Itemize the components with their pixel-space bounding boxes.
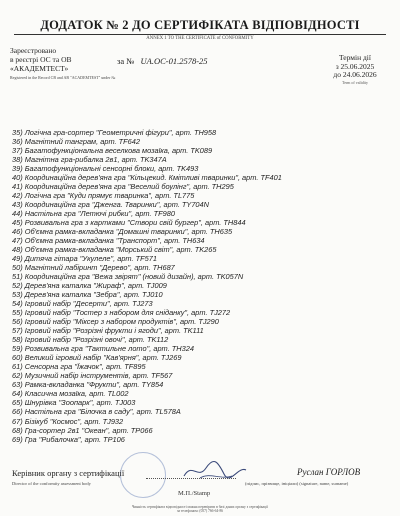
list-item: 52) Дерев'яна каталка "Жираф", арт. TJ009 bbox=[12, 281, 167, 291]
list-item: 38) Магнітна гра-рибалка 2в1, арт. TK347A bbox=[12, 155, 167, 165]
stamp-label: М.П./Stamp bbox=[178, 490, 211, 497]
term-from: з 25.06.2025 bbox=[335, 61, 375, 71]
list-item: 48) Об'ємна рамка-вкладанка "Морський світ", арт. TK265 bbox=[12, 245, 217, 255]
term-to: до 24.06.2026 bbox=[333, 70, 377, 79]
list-item: 39) Багатофункціональні сенсорні блоки, арт. TK493 bbox=[12, 164, 199, 174]
signatory-title-english: Director of the conformity assessment body bbox=[12, 481, 91, 486]
registry-english: Registered in the Record CB and AB "ACADEMTEST" under № bbox=[10, 75, 116, 80]
list-item: 44) Настільна гра "Летючі рибки", арт. TF980 bbox=[12, 209, 175, 219]
list-item: 45) Розвивальна гра з картками "Створи свій бургер", арт. TH844 bbox=[12, 218, 246, 228]
list-item: 46) Об'ємна рамка-вкладанка "Домашні тваринки", арт. TH635 bbox=[12, 227, 233, 237]
list-item: 55) Ігровий набір "Тостер з набором для сніданку", арт. TJ272 bbox=[12, 308, 231, 318]
list-item: 58) Ігровий набір "Розрізні овочі", арт. TK112 bbox=[12, 335, 169, 345]
list-item: 37) Багатофункціональна веселкова мозаїка, арт. TK089 bbox=[12, 146, 213, 156]
footer-line-1: Чинність сертифіката відповідності можна перевірити в базі даних органу з сертифікації bbox=[131, 505, 269, 509]
list-item: 51) Координаційна гра "Вежа звірят" (новий дизайн), арт. TK057N bbox=[12, 272, 244, 282]
list-item: 54) Ігровий набір "Десерти", арт. TJ273 bbox=[12, 299, 153, 309]
list-item: 68) Гра-сортер 2в1 "Океан", арт. TP066 bbox=[12, 425, 153, 435]
signatory-title: Керівник органу з сертифікації bbox=[12, 468, 125, 478]
document-title: ДОДАТОК № 2 ДО СЕРТИФІКАТА ВІДПОВІДНОСТІ bbox=[40, 18, 360, 32]
certificate-number bbox=[117, 56, 208, 66]
term-label: Термін дії bbox=[339, 53, 371, 62]
list-item: 43) Координаційна гра "Дженга. Тваринки", арт. TY704N bbox=[12, 200, 209, 210]
signature-caption: (підпис, прізвище, ініціали) (signature, name, surname) bbox=[245, 481, 349, 486]
term-english: Term of validity bbox=[342, 79, 368, 85]
list-item: 36) Магнітний танграм, арт. TF642 bbox=[12, 137, 140, 147]
list-item: 57) Ігровий набір "Розрізні фрукти і ягоди", арт. TK111 bbox=[12, 326, 204, 336]
signature-line bbox=[146, 478, 236, 479]
list-item: 35) Логічна гра-сортер "Геометричні фігури", арт. TH958 bbox=[12, 128, 217, 137]
list-item: 50) Магнітний лабіринт "Дерево", арт. TH687 bbox=[12, 263, 175, 273]
certificate-number-prefix: за № bbox=[117, 56, 135, 66]
list-item: 53) Дерев'яна каталка "Зебра", арт. TJ010 bbox=[12, 290, 163, 300]
list-item: 67) Бізікуб "Космос", арт. TJ932 bbox=[12, 416, 124, 426]
list-item: 56) Ігровий набір "Міксер з набором продуктів", арт. TJ290 bbox=[12, 317, 219, 327]
registry-line-1: Зареєстровано bbox=[10, 46, 57, 55]
list-item: 47) Об'ємна рамка-вкладанка "Транспорт", арт. TH634 bbox=[12, 236, 205, 246]
list-item: 61) Сенсорна гра "Їжачок", арт. TF895 bbox=[12, 362, 146, 372]
certificate-number-value: UA.OC-01.2578-25 bbox=[140, 56, 208, 66]
list-item: 59) Розвивальна гра "Тактильне лото", арт. TH324 bbox=[12, 344, 194, 354]
validity-term bbox=[312, 54, 398, 85]
registry-block bbox=[10, 46, 110, 73]
registry-line-3: «АКАДЕМТЕСТ» bbox=[10, 64, 69, 73]
list-item: 40) Координаційна дерев'яна гра "Кільцекид. Кмітливі тваринки", арт. TF401 bbox=[12, 173, 282, 183]
registry-line-2: в реєстрі ОС та ОВ bbox=[10, 55, 72, 64]
product-list bbox=[12, 128, 382, 444]
list-item: 69) Гра "Рибалочка", арт. TP106 bbox=[12, 434, 125, 444]
list-item: 62) Музичний набір інструментів, арт. TF567 bbox=[12, 371, 173, 381]
list-item: 63) Рамка-вкладанка "Фрукти", арт. TY854 bbox=[12, 380, 164, 390]
document-subtitle: ANNEX 1 TO THE CERTIFICATE of CONFORMITY bbox=[146, 36, 254, 41]
list-item: 41) Координаційна дерев'яна гра "Веселий боулінг", арт. TH295 bbox=[12, 182, 234, 192]
list-item: 42) Логічна гра "Куди прямує тваринка", арт. TL775 bbox=[12, 191, 195, 201]
list-item: 64) Класична мозаїка, арт. TL002 bbox=[12, 389, 129, 399]
title-divider bbox=[14, 34, 386, 35]
list-item: 66) Настільна гра "Білочка в саду", арт. TL578A bbox=[12, 407, 181, 417]
official-stamp bbox=[120, 452, 166, 498]
list-item: 65) Шнурівка "Зоопарк", арт. TJ003 bbox=[12, 398, 136, 408]
handwritten-signature bbox=[180, 458, 250, 484]
signatory-name: Руслан ГОРЛОВ bbox=[297, 467, 361, 477]
list-item: 60) Великий ігровий набір "Кав'ярня", арт. TJ269 bbox=[12, 353, 182, 363]
footer-note bbox=[0, 505, 400, 513]
list-item: 49) Дитяча гітара "Укулеле", арт. TF571 bbox=[12, 254, 157, 264]
footer-line-2: за телефоном: (057) 766-64-86 bbox=[176, 509, 224, 514]
